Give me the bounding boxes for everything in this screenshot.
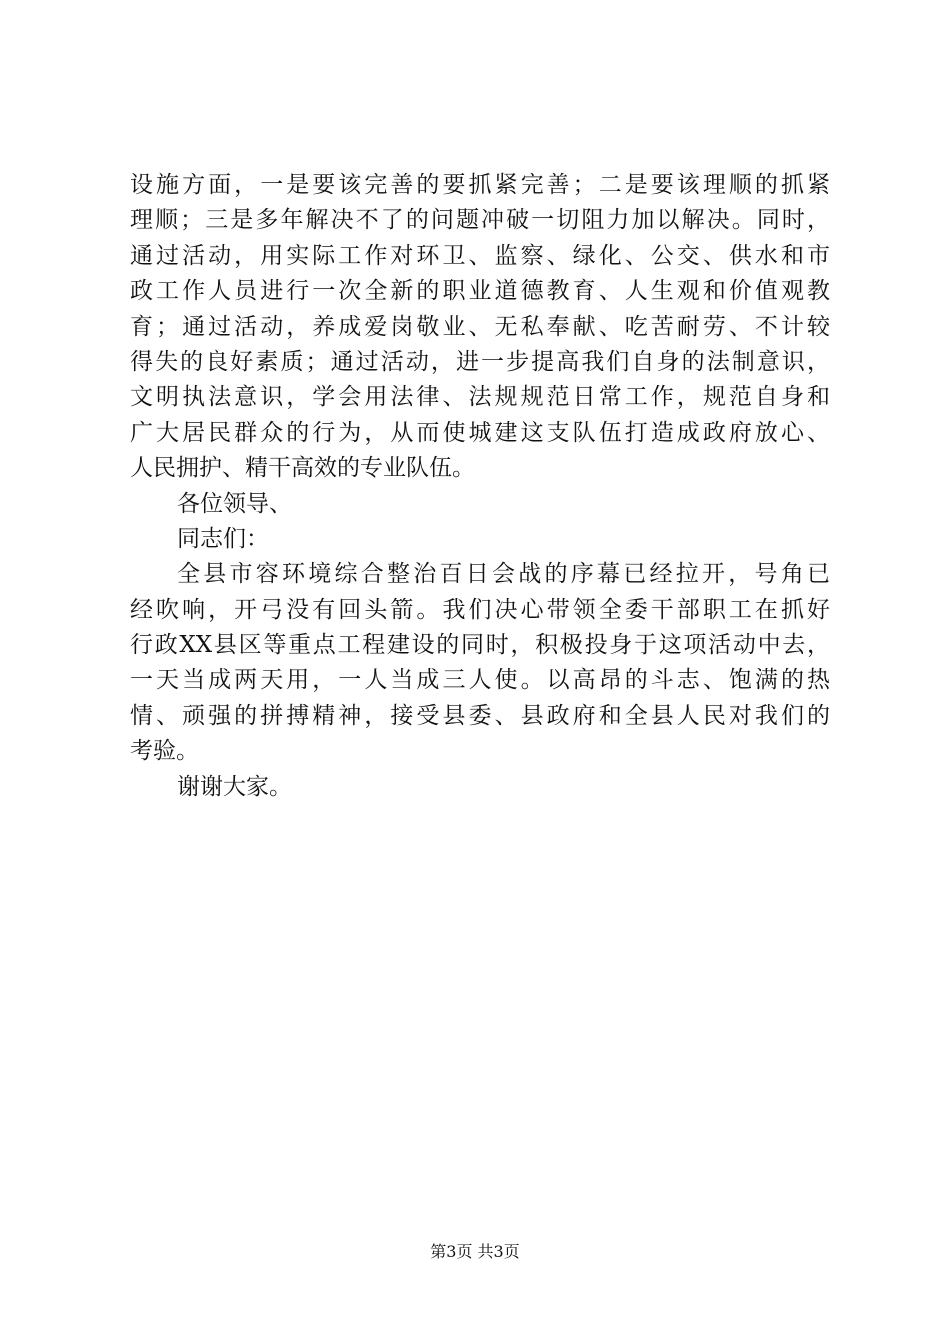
text-line: 文明执法意识，学会用法律、法规规范日常工作，规范自身和 xyxy=(130,384,830,411)
text-line: 考验。 xyxy=(130,738,199,765)
closing-thanks: 谢谢大家。 xyxy=(177,773,292,800)
text-line: 广大居民群众的行为，从而使城建这支队伍打造成政府放心、 xyxy=(130,419,830,446)
body-text xyxy=(130,168,830,805)
text-line: 得失的良好素质；通过活动，进一步提高我们自身的法制意识， xyxy=(130,348,830,375)
salutation-leaders: 各位领导、 xyxy=(177,490,292,517)
salutation-comrades: 同志们： xyxy=(177,525,269,552)
text-line: 人民拥护、精干高效的专业队伍。 xyxy=(130,455,475,482)
text-line: 经吹响，开弓没有回头箭。我们决心带领全委干部职工在抓好 xyxy=(130,596,830,623)
text-line: 通过活动，用实际工作对环卫、监察、绿化、公交、供水和市 xyxy=(130,242,830,269)
text-line: 理顺；三是多年解决不了的问题冲破一切阻力加以解决。同时， xyxy=(130,207,830,234)
text-line: 行政XX县区等重点工程建设的同时，积极投身于这项活动中去， xyxy=(130,632,830,659)
text-line: 育；通过活动，养成爱岗敬业、无私奉献、吃苦耐劳、不计较 xyxy=(130,313,830,340)
page-number: 第3页 共3页 xyxy=(430,1242,520,1261)
text-line: 设施方面，一是要该完善的要抓紧完善；二是要该理顺的抓紧 xyxy=(130,172,830,198)
text-line: 政工作人员进行一次全新的职业道德教育、人生观和价值观教 xyxy=(130,278,830,305)
text-line: 全县市容环境综合整治百日会战的序幕已经拉开，号角已 xyxy=(177,561,830,588)
page-footer xyxy=(0,1240,950,1264)
text-line: 一天当成两天用，一人当成三人使。以高昂的斗志、饱满的热 xyxy=(130,667,830,694)
text-line: 情、顽强的拼搏精神，接受县委、县政府和全县人民对我们的 xyxy=(130,702,830,729)
